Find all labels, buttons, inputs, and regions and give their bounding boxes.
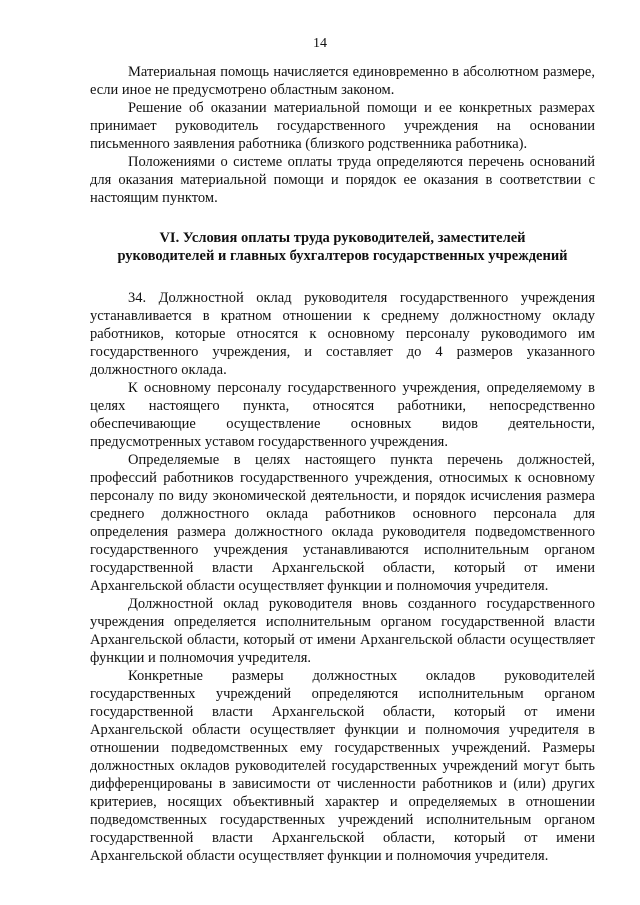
section-heading-line-1: VI. Условия оплаты труда руководителей, заместителей xyxy=(159,230,526,246)
paragraph-specific-salary-sizes: Конкретные размеры должностных окладов руководителей государственных учреждений определяются исполнительным органом государственной власти Архангельской области, который от имени Архангельской области осуществляет функции и полномочия учредителя в отношении подведомственных ему государственных учреждений. Размеры должностных окладов руководителей государственных учреждений могут быть дифференцированы в зависимости от численности работников и (или) других критериев, носящих объективный характер и определяемых в отношении подведомственных государственных учреждений исполнительным органом государственной власти Архангельской области, который от имени Архангельской области осуществляет функции и полномочия учредителя. xyxy=(90,668,595,864)
paragraph-material-aid-regulations: Положениями о системе оплаты труда определяются перечень оснований для оказания материальной помощи и порядок ее оказания в соответствии с настоящим пунктом. xyxy=(90,154,595,206)
paragraph-clause-34: 34. Должностной оклад руководителя государственного учреждения устанавливается в кратном отношении к среднему должностному окладу работников, которые относятся к основному персоналу руководимого им государственного учреждения, и составляет до 4 размеров указанного должностного оклада. xyxy=(90,290,595,378)
paragraph-positions-list: Определяемые в целях настоящего пункта перечень должностей, профессий работников государственного учреждения, относимых к основному персоналу по виду экономической деятельности, и порядок исчисления размера среднего должностного оклада работников основного персонала для определения размера должностного оклада руководителя подведомственного государственного учреждения устанавливаются исполнительным органом государственной власти Архангельской области, который от имени Архангельской области осуществляет функции и полномочия учредителя. xyxy=(90,452,595,594)
paragraph-core-personnel: К основному персоналу государственного учреждения, определяемому в целях настоящего пункта, относятся работники, непосредственно обеспечивающие осуществление основных видов деятельности, предусмотренных уставом государственного учреждения. xyxy=(90,380,595,450)
paragraph-material-aid-accrual: Материальная помощь начисляется единовременно в абсолютном размере, если иное не предусмотрено областным законом. xyxy=(90,64,595,98)
page-number: 14 xyxy=(313,36,327,51)
section-heading-line-2: руководителей и главных бухгалтеров государственных учреждений xyxy=(117,248,568,264)
section-heading xyxy=(90,229,595,265)
document-body xyxy=(90,63,595,865)
paragraph-new-institution-salary: Должностной оклад руководителя вновь созданного государственного учреждения определяется исполнительным органом государственной власти Архангельской области, который от имени Архангельской области осуществляет функции и полномочия учредителя. xyxy=(90,596,595,666)
paragraph-material-aid-decision: Решение об оказании материальной помощи и ее конкретных размерах принимает руководитель государственного учреждения на основании письменного заявления работника (близкого родственника работника). xyxy=(90,100,595,152)
